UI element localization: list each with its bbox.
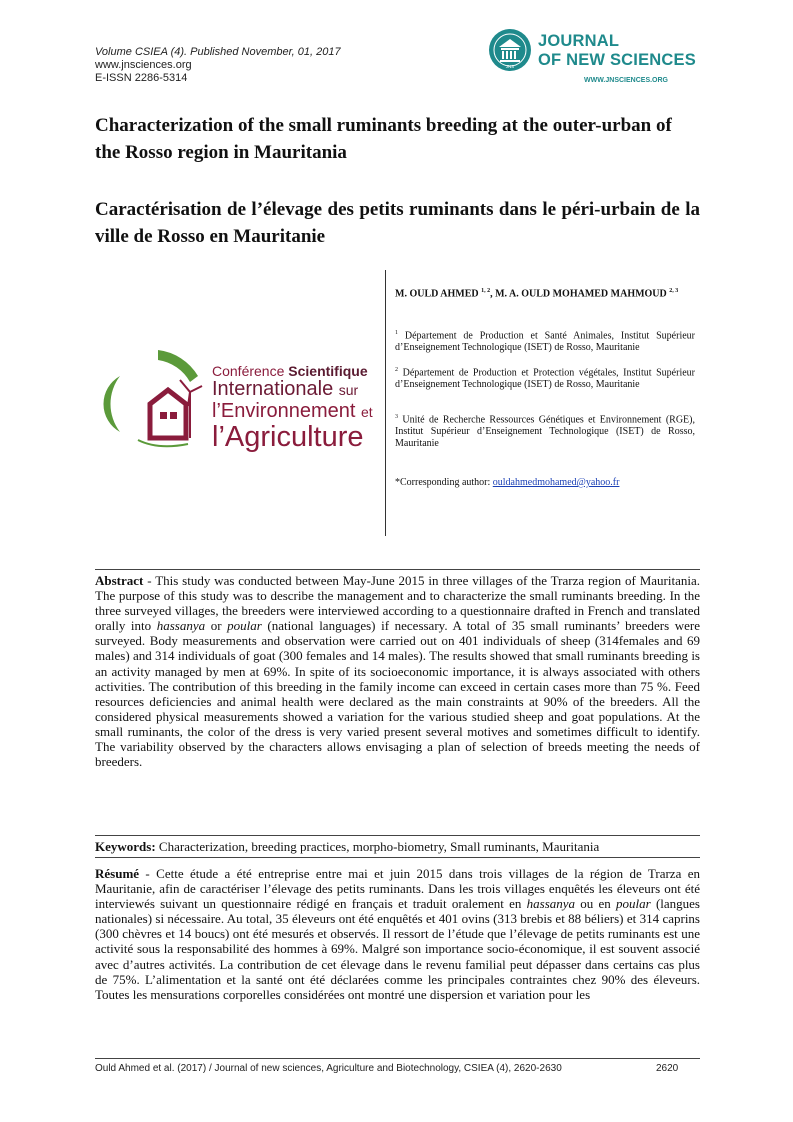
author-block	[395, 285, 695, 488]
abstract-top-rule	[95, 569, 700, 570]
title-english: Characterization of the small ruminants breeding at the outer-urban of the Rosso region in Mauritania	[95, 115, 672, 163]
footer-citation: Ould Ahmed et al. (2017) / Journal of new sciences, Agriculture and Biotechnology, CSIEA (4), 2620-2630	[95, 1063, 562, 1074]
journal-logo-title: JOURNAL OF NEW SCIENCES	[538, 32, 696, 69]
corresponding-author: *Corresponding author: ouldahmedmohamed@yahoo.fr	[395, 477, 620, 488]
resume-paragraph: Résumé - Cette étude a été entreprise entre mai et juin 2015 dans trois villages de la région de Trarza en Mauritanie, afin de caractériser l’élevage des petits ruminants. Dans les trois villages enquêtés les éleveurs ont été interviewés suivant un questionnaire rédigé en français et traduit oralement en hassanya ou en poular (langues nationales) si nécessaire. Au total, 35 éleveurs ont été enquêtés et 401 ovins (313 brebis et 88 béliers) et 314 caprins (300 chèvres et 14 boucs) ont été mesurés et observés. Il ressort de l’étude que l’élevage de petits ruminants est une activité sous la responsabilité des hommes à 69%. Malgré son importance socio-économique, il est souvent associé avec d’autres activités. La contribution de cet élevage dans le revenu familial peut dépasser dans certains cas plus de 75%. L’alimentation et la santé ont été déclarées comme les principales contraintes chez 90% des éleveurs. Toutes les mensurations corporelles considérées ont montré une dispersion et variation pour les	[95, 866, 700, 1002]
abstract-label: Abstract	[95, 573, 144, 588]
journal-header-info	[95, 46, 341, 85]
affiliation-3: $^3$ Unité de Recherche Ressources Génétiques et Environnement (RGE), Institut Supérieur d’Enseignement Technologique (ISET) de Rosso, Mauritanie	[395, 414, 695, 450]
page-number: 2620	[656, 1063, 679, 1074]
author-names: M. OULD AHMED $^{1, 2}$, M. A. OULD MOHAMED MAHMOUD $^{2, 3}$	[395, 288, 679, 300]
journal-logo-url: WWW.JNSCIENCES.ORG	[584, 77, 669, 84]
affiliation-2: $^2$ Département de Production et Protection végétales, Institut Supérieur d’Enseignement Technologique (ISET) de Rosso, Mauritanie	[395, 367, 695, 391]
title-french: Caractérisation de l’élevage des petits ruminants dans le péri-urbain de la ville de Rosso en Mauritanie	[95, 199, 700, 247]
journal-badge-text: JNS	[505, 64, 515, 69]
issn-line: E-ISSN 2286-5314	[95, 72, 188, 84]
volume-line: Volume CSIEA (4). Published November, 01, 2017	[95, 46, 341, 58]
keywords-top-rule	[95, 835, 700, 836]
keywords-line: Keywords: Characterization, breeding practices, morpho-biometry, Small ruminants, Mauritania	[95, 839, 600, 854]
journal-logo	[488, 26, 703, 92]
keywords-bottom-rule	[95, 857, 700, 858]
journal-badge-icon	[488, 28, 532, 72]
affiliation-1: $^1$ Département de Production et Santé Animales, Institut Supérieur d’Enseignement Technologique (ISET) de Rosso, Mauritanie	[395, 330, 695, 354]
abstract-paragraph: Abstract - This study was conducted between May-June 2015 in three villages of the Trarza region of Mauritania. The purpose of this study was to describe the management and to characterize the small ruminants breeding. In the three surveyed villages, the breeders were interviewed according to a questionnaire drafted in French and translated orally into hassanya or poular (national languages) if necessary. A total of 35 small ruminants’ breeders were surveyed. Body measurements and observation were carried out on 401 individuals of sheep (314females and 69 males) and 314 individuals of goat (300 females and 14 males). The results showed that small ruminants breeding is an activity managed by men at 69%. In spite of its socioeconomic importance, it is always associated with others activities. The contribution of this breeding in the family income can exceed in certain cases more than 75 %. Feed resources deficiencies and animal health were declared as the main constraints at 90% of the breeders. All the considered physical measurements showed a variation for the various studied sheep and goat populations. At the small ruminants, the color of the dress is very varied present several motives and sometimes difficult to identify. The variability observed by the characters allows envisaging a plan of selection of breeds meeting the needs of breeders.	[95, 573, 700, 770]
resume-label: Résumé	[95, 866, 140, 881]
journal-website: www.jnsciences.org	[95, 59, 192, 71]
corresponding-email-link[interactable]: ouldahmedmohamed@yahoo.fr	[492, 477, 620, 488]
column-divider	[385, 270, 386, 536]
conference-logo-text: Conférence Scientifique Internationale sur l’Environnement et l’Agriculture	[212, 363, 373, 453]
keywords-label: Keywords:	[95, 839, 156, 854]
footer-rule	[95, 1058, 700, 1059]
